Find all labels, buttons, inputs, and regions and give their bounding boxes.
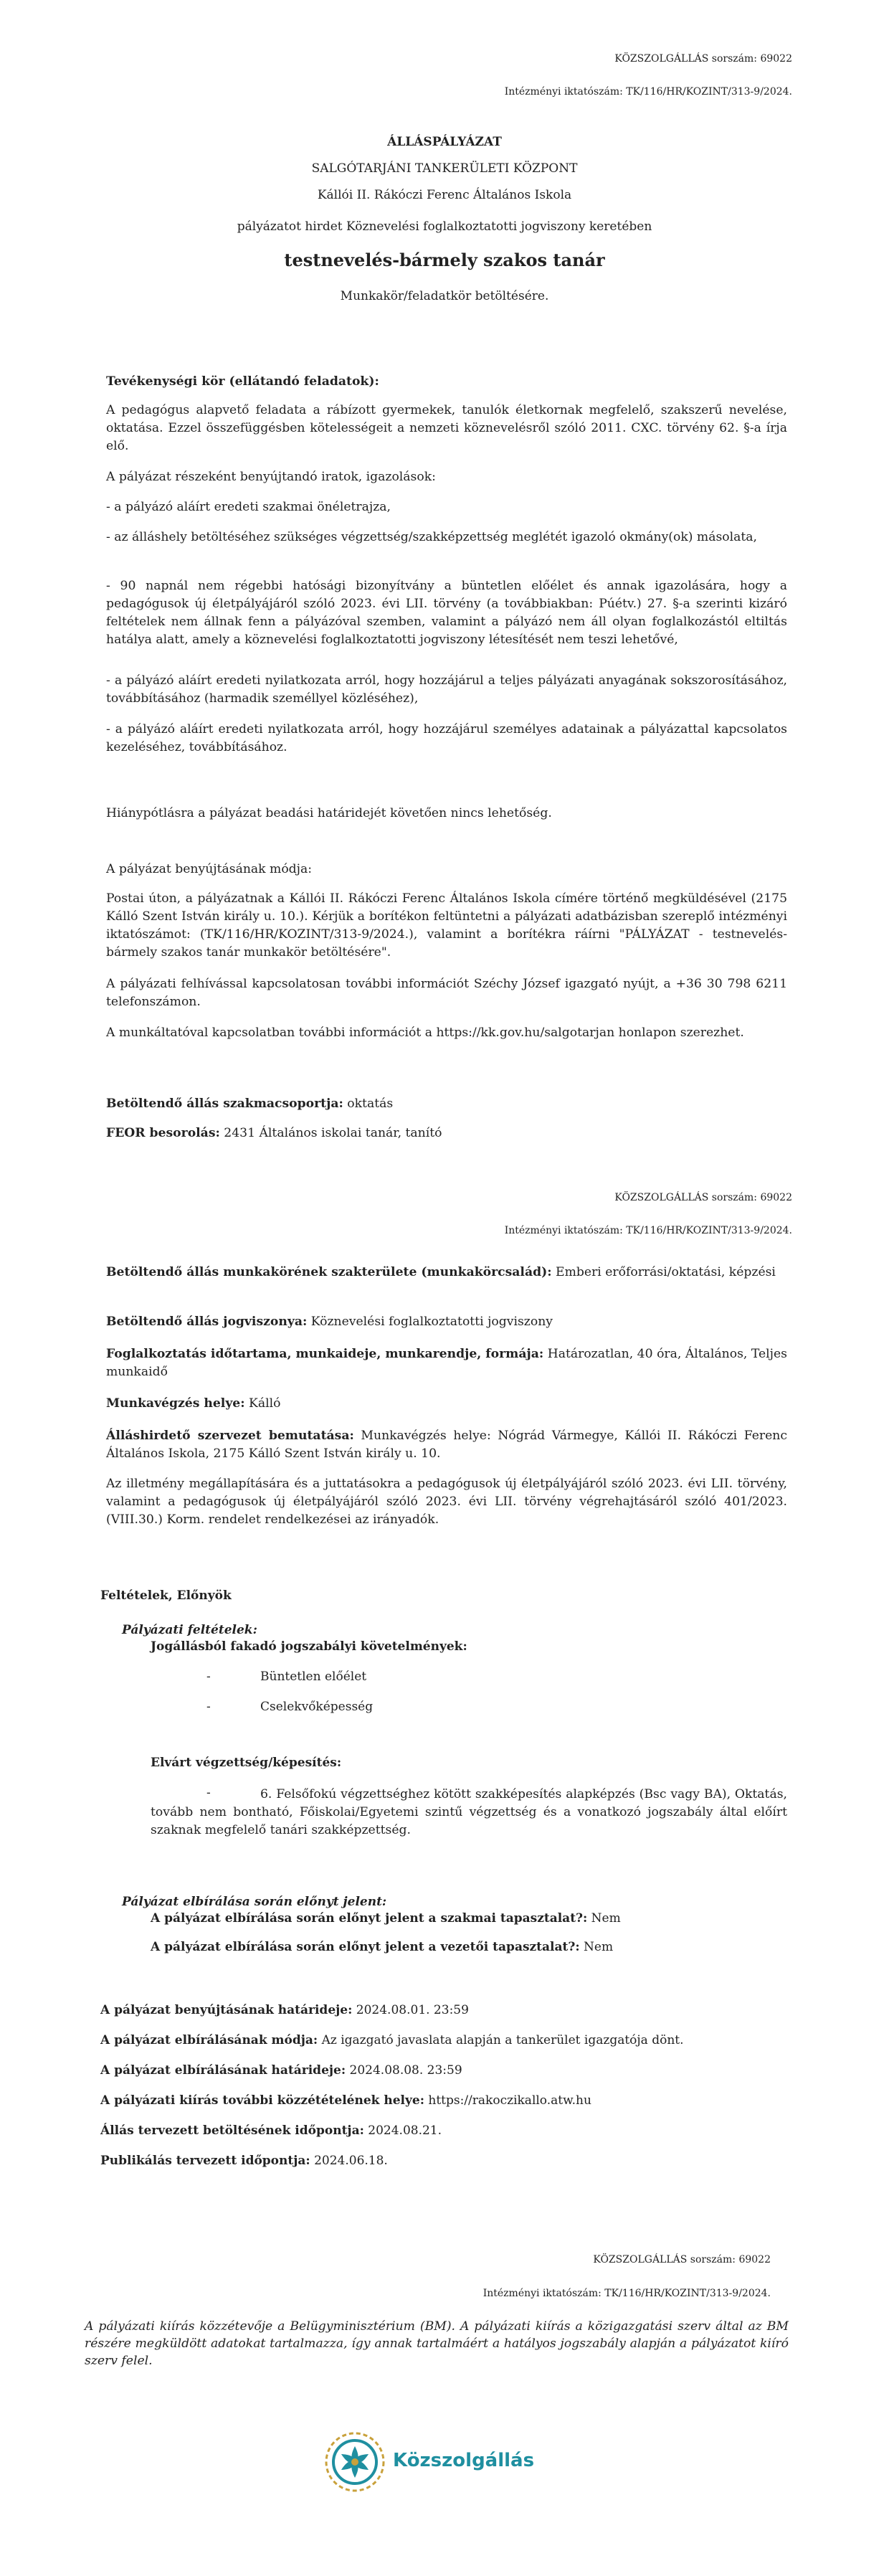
document-heading: ÁLLÁSPÁLYÁZAT bbox=[387, 135, 502, 149]
documents-intro: A pályázat részeként benyújtandó iratok, igazolások: bbox=[106, 470, 436, 484]
footer-note: A pályázati kiírás közzétevője a Belügyminisztérium (BM). A pályázati kiírás a közigazgatási szerv által az BM részére megküldött adatokat tartalmazza, így annak tartalmáért a hatályos jogszabály alapján a pályázatot kiíró szerv felel. bbox=[85, 2319, 789, 2368]
conditions-heading: Feltételek, Előnyök bbox=[100, 1588, 232, 1603]
education-heading: Elvárt végzettség/képesítés: bbox=[151, 1756, 342, 1770]
date-planned-start: Állás tervezett betöltésének időpontja: 2024.08.21. bbox=[100, 2123, 442, 2138]
field-organization: Álláshirdető szervezet bemutatása: Munkavégzés helye: Nógrád Vármegye, Kállói II. Rákóczi Ferenc Általános Iskola, 2175 Kálló Szent István király u. 10. bbox=[106, 1429, 787, 1461]
field-working-time: Foglalkoztatás időtartama, munkaideje, munkarendje, formája: Határozatlan, 40 óra, Általános, Teljes munkaidő bbox=[106, 1347, 787, 1379]
legal-item: Cselekvőképesség bbox=[260, 1700, 374, 1714]
advantage-professional: A pályázat elbírálása során előnyt jelent a szakmai tapasztalat?: Nem bbox=[151, 1911, 621, 1926]
announcement-line: pályázatot hirdet Köznevelési foglalkoztatotti jogviszony keretében bbox=[237, 219, 652, 234]
date-submission-deadline: A pályázat benyújtásának határideje: 2024.08.01. 23:59 bbox=[100, 2003, 469, 2017]
field-employment-type: Betöltendő állás jogviszonya: Köznevelési foglalkoztatotti jogviszony bbox=[106, 1315, 553, 1329]
file-value: TK/116/HR/KOZINT/313-9/2024. bbox=[626, 86, 792, 98]
serial-label: KÖZSZOLGÁLLÁS sorszám: bbox=[614, 53, 757, 65]
document-item: - a pályázó aláírt eredeti szakmai önéletrajza, bbox=[106, 500, 391, 514]
file-label: Intézményi iktatószám: bbox=[504, 86, 623, 98]
date-evaluation-deadline: A pályázat elbírálásának határideje: 2024.08.08. 23:59 bbox=[100, 2063, 462, 2078]
salary-text: Az illetmény megállapítására és a juttatásokra a pedagógusok új életpályájáról szóló 2023. évi LII. törvény, valamint a pedagógusok új életpályájáról szóló 2023. évi LII. törvény végrehajtásáról szóló 401/2023. (VIII.30.) Korm. rendelet rendelkezései az irányadók. bbox=[106, 1477, 787, 1527]
bullet-dash: - bbox=[206, 1700, 211, 1714]
kozszolgallas-logo bbox=[315, 2423, 545, 2501]
serial-number: KÖZSZOLGÁLLÁS sorszám: 69022 bbox=[614, 1192, 792, 1203]
serial-value: 69022 bbox=[760, 53, 792, 65]
contact-info: A pályázati felhívással kapcsolatosan további információt Széchy József igazgató nyújt, a +36 30 798 6211 telefonszámon. bbox=[106, 977, 787, 1009]
position-subtitle: Munkakör/feladatkör betöltésére. bbox=[340, 289, 549, 303]
no-correction-note: Hiánypótlásra a pályázat beadási határidejét követően nincs lehetőség. bbox=[106, 806, 552, 820]
organization-name: SALGÓTARJÁNI TANKERÜLETI KÖZPONT bbox=[311, 161, 578, 176]
school-name: Kállói II. Rákóczi Ferenc Általános Iskola bbox=[317, 188, 572, 202]
legal-item: Büntetlen előélet bbox=[260, 1670, 367, 1684]
duties-heading: Tevékenységi kör (ellátandó feladatok): bbox=[106, 374, 379, 389]
advantage-management: A pályázat elbírálása során előnyt jelent a vezetői tapasztalat?: Nem bbox=[151, 1940, 614, 1954]
file-number bbox=[505, 86, 792, 98]
serial-number bbox=[614, 53, 792, 65]
requirements-heading: Pályázati feltételek: bbox=[122, 1623, 257, 1637]
document-item: - az álláshely betöltéséhez szükséges végzettség/szakképzettség meglétét igazoló okmány(ok) másolata, bbox=[106, 530, 758, 544]
document-item: - a pályázó aláírt eredeti nyilatkozata arról, hogy hozzájárul személyes adatainak a pályázattal kapcsolatos kezeléséhez, továbbításához. bbox=[106, 722, 787, 754]
duties-text: A pedagógus alapvető feladata a rábízott gyermekek, tanulók életkornak megfelelő, szakszerű nevelése, oktatása. Ezzel összefüggésben kötelességeit a nemzeti köznevelésről szóló 2011. CXC. törvény 62. §-a írja elő. bbox=[106, 403, 787, 453]
bullet-dash: - bbox=[206, 1670, 211, 1684]
bullet-dash: - bbox=[206, 1786, 211, 1800]
date-publication: Publikálás tervezett időpontja: 2024.06.18. bbox=[100, 2154, 388, 2168]
field-work-location: Munkavégzés helye: Kálló bbox=[106, 1396, 281, 1411]
document-item: - a pályázó aláírt eredeti nyilatkozata arról, hogy hozzájárul a teljes pályázati anyagának sokszorosításához, továbbításához (harmadik személlyel közléséhez), bbox=[106, 673, 787, 706]
date-publication-place: A pályázati kiírás további közzétételének helye: https://rakoczikallo.atw.hu bbox=[100, 2093, 591, 2108]
serial-number: KÖZSZOLGÁLLÁS sorszám: 69022 bbox=[593, 2254, 771, 2265]
position-title: testnevelés-bármely szakos tanár bbox=[284, 250, 605, 270]
submission-heading: A pályázat benyújtásának módja: bbox=[106, 862, 313, 876]
education-requirement: 6. Felsőfokú végzettséghez kötött szakképesítés alapképzés (Bsc vagy BA), Oktatás, tovább nem bontható, Főiskolai/Egyetemi szintű végzettség és a vonatkozó jogszabály által előírt szaknak megfelelő tanári szakképzettség. bbox=[151, 1787, 787, 1837]
date-evaluation-method: A pályázat elbírálásának módja: Az igazgató javaslata alapján a tankerület igazgatója dönt. bbox=[100, 2033, 684, 2047]
file-number: Intézményi iktatószám: TK/116/HR/KOZINT/313-9/2024. bbox=[482, 2288, 771, 2299]
document-item: - 90 napnál nem régebbi hatósági bizonyítvány a büntetlen előélet és annak igazolására, hogy a pedagógusok új életpályájáról szóló 2023. évi LII. törvény (a továbbiakban: Púétv.) 27. §-a szerinti kizáró feltételek nem állnak fenn a pályázóval szemben, valamint a pályázó nem áll olyan foglalkozástól eltiltás hatálya alatt, amely a köznevelési foglalkoztatotti jogviszony létesítését nem teszi lehetővé, bbox=[106, 579, 787, 647]
field-feor: FEOR besorolás: 2431 Általános iskolai tanár, tanító bbox=[106, 1126, 442, 1140]
website-info: A munkáltatóval kapcsolatban további információt a https://kk.gov.hu/salgotarjan honlapon szerezhet. bbox=[106, 1026, 744, 1040]
field-profession-group: Betöltendő állás szakmacsoportja: oktatás bbox=[106, 1097, 394, 1111]
legal-requirements-heading: Jogállásból fakadó jogszabályi követelmények: bbox=[151, 1639, 467, 1654]
logo-text: Közszolgállás bbox=[393, 2450, 535, 2471]
submission-text: Postai úton, a pályázatnak a Kállói II. Rákóczi Ferenc Általános Iskola címére történő megküldésével (2175 Kálló Szent István király u. 10.). Kérjük a borítékon feltüntetni a pályázati adatbázisban szereplő intézményi iktatószámot: (TK/116/HR/KOZINT/313-9/2024.), valamint a borítékra ráírni "PÁLYÁZAT - testnevelés-bármely szakos tanár munkakör betöltésére". bbox=[106, 891, 787, 960]
advantages-heading: Pályázat elbírálása során előnyt jelent: bbox=[122, 1895, 387, 1909]
field-job-family: Betöltendő állás munkakörének szakterülete (munkakörcsalád): Emberi erőforrási/oktatási, képzési bbox=[106, 1265, 776, 1279]
file-number: Intézményi iktatószám: TK/116/HR/KOZINT/313-9/2024. bbox=[504, 1225, 792, 1236]
